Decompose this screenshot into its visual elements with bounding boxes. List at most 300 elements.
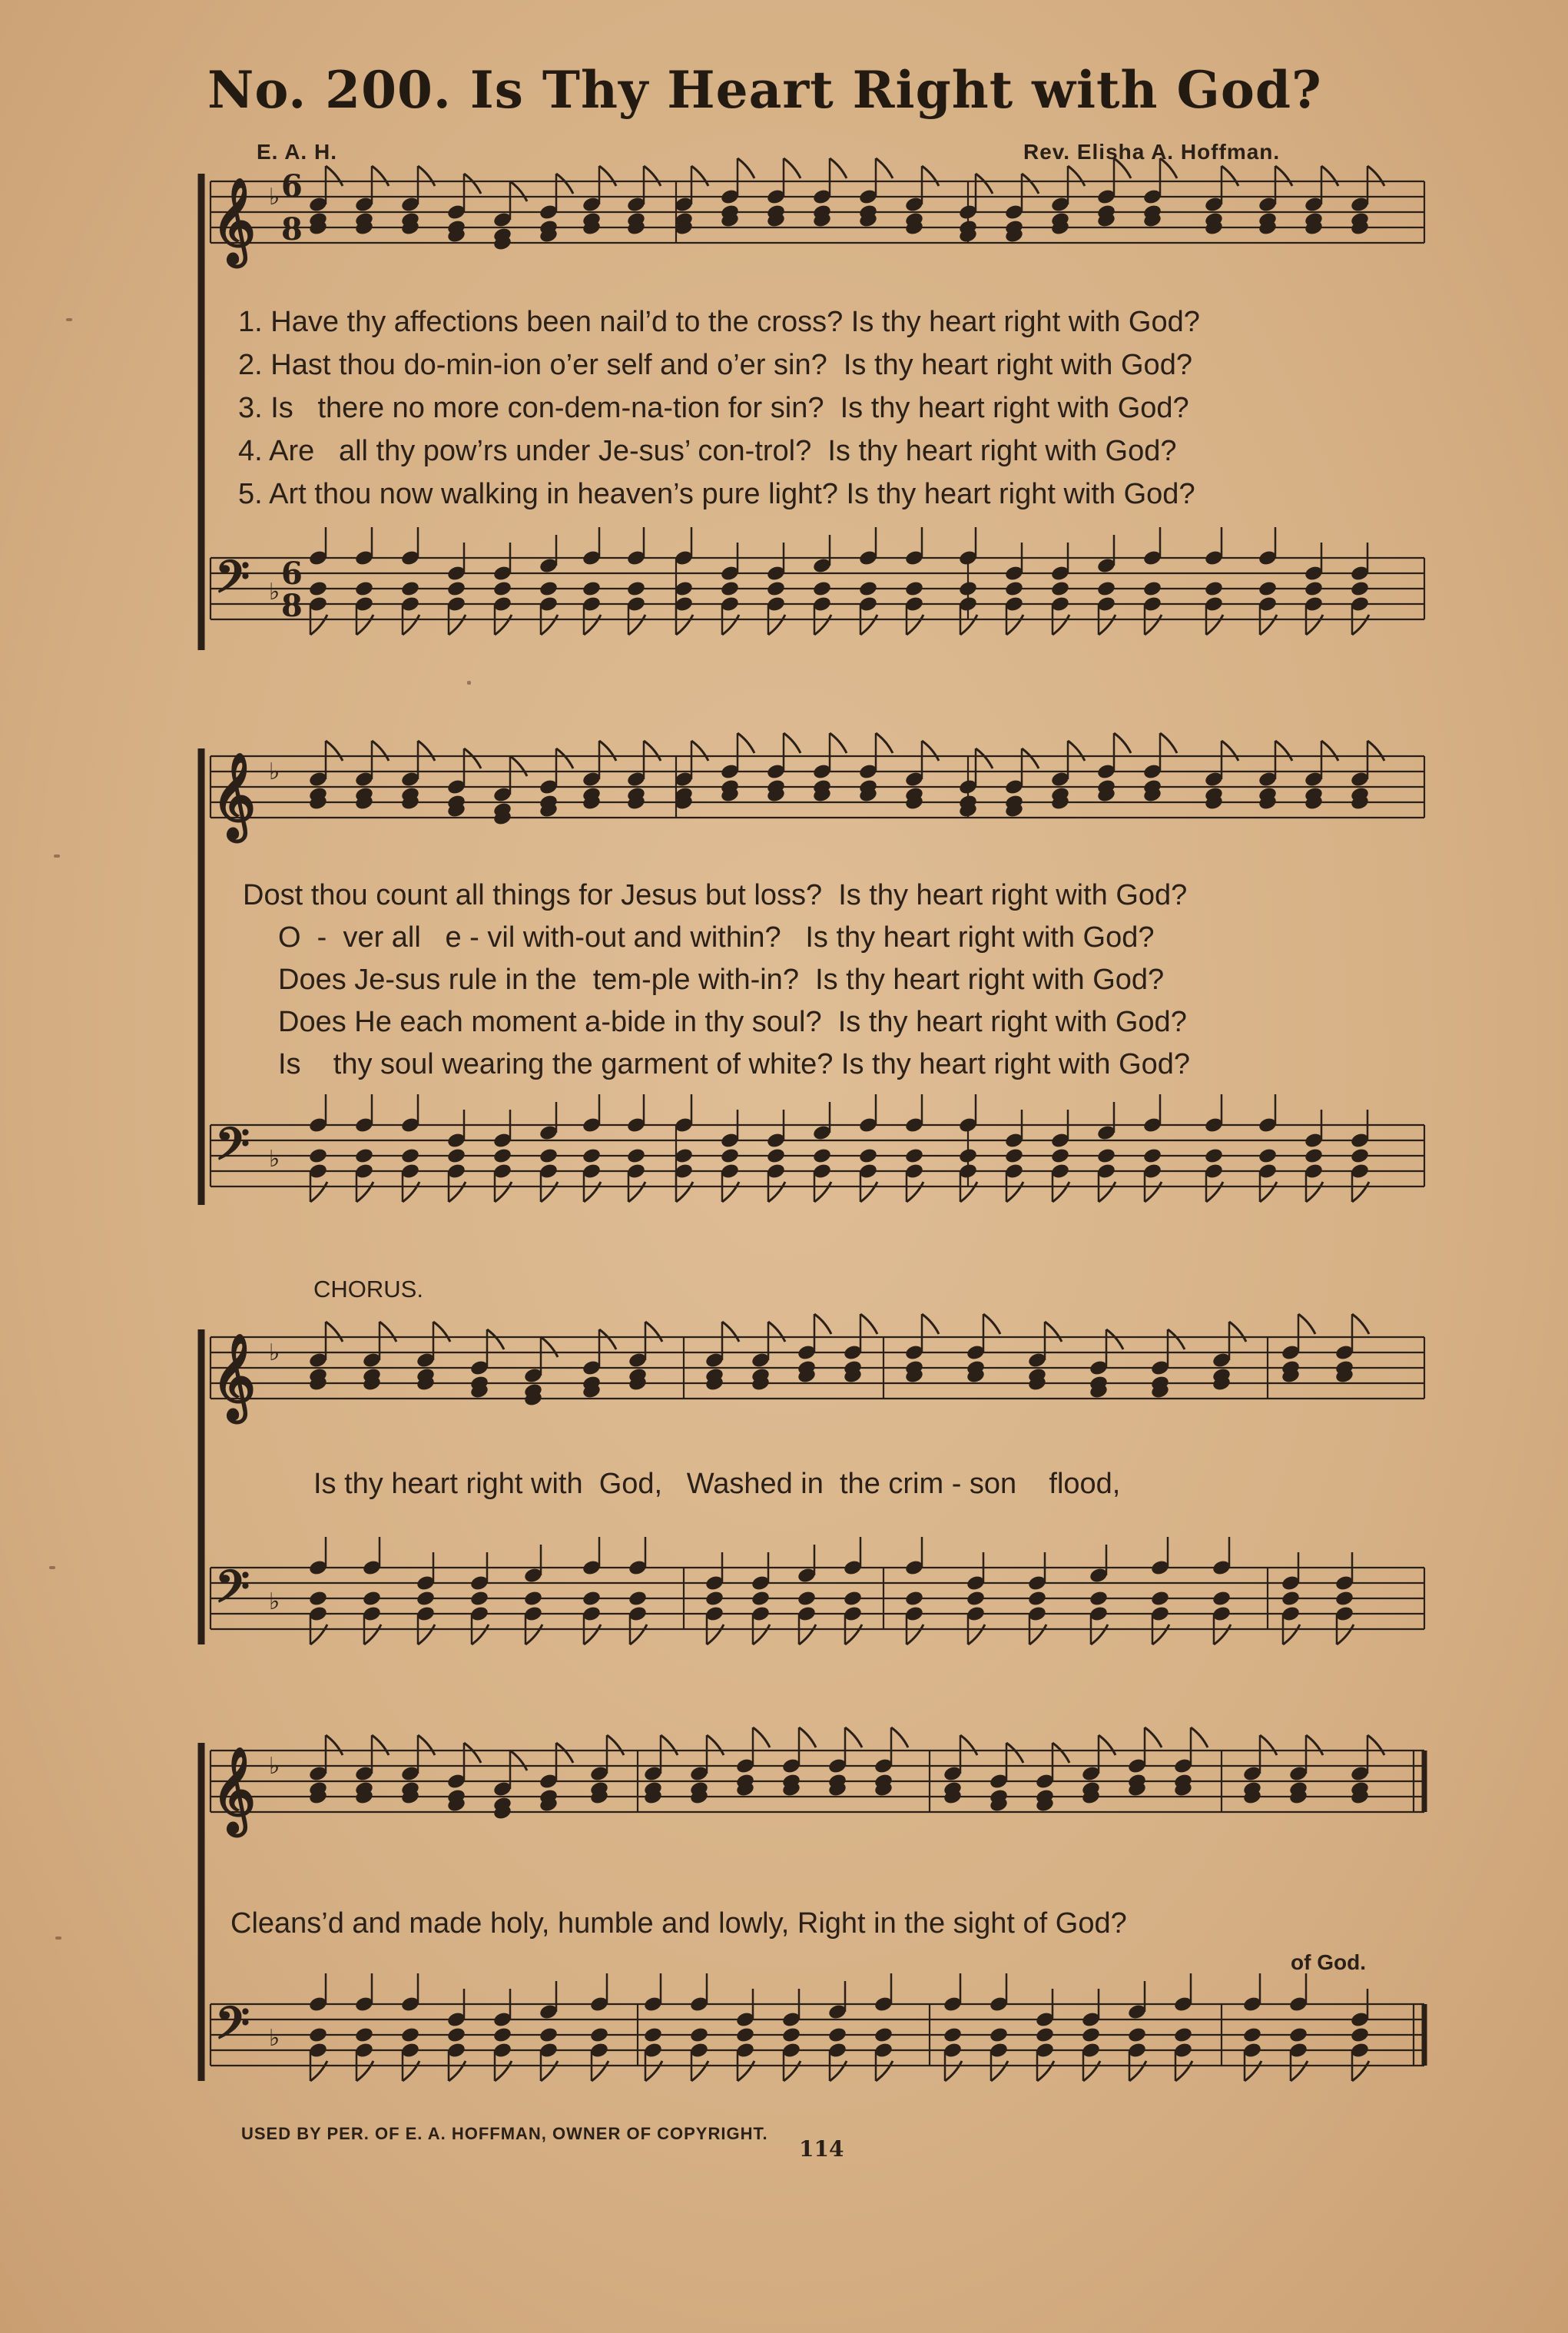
note-flag [1106,1329,1123,1349]
treble-clef-icon: 𝄞 [212,177,256,264]
note-head [1204,1147,1224,1165]
note-flag [1045,1322,1062,1342]
note-head [812,580,832,598]
note-flag [310,615,327,635]
note-flag [922,1314,939,1334]
note-head [1096,1147,1116,1165]
note-head [582,580,602,598]
note-flag [1321,166,1338,186]
note-head [354,1147,374,1165]
note-head [1242,2026,1262,2044]
note-flag [1352,615,1369,635]
note-flag [1068,166,1085,186]
note-flag [1037,2061,1054,2081]
note-flag [541,2061,558,2081]
note-head [1035,2026,1055,2044]
note-flag [1099,1735,1116,1755]
note-flag [599,1329,616,1349]
note-head [1027,1590,1047,1608]
note-flag [753,1727,770,1747]
note-head [1127,2026,1147,2044]
note-flag [768,1322,785,1342]
note-head [720,1147,740,1165]
note-flag [1029,1624,1046,1644]
note-flag [922,166,939,186]
note-head [308,1590,328,1608]
alternate-ending-lyric: of God. [1291,1950,1366,1974]
composer-credit: E. A. H. [257,140,337,164]
note-flag [738,733,754,753]
note-flag [691,741,708,761]
note-flag [1168,1329,1185,1349]
note-flag [1352,1182,1369,1202]
note-head [1081,2026,1101,2044]
note-flag [860,615,877,635]
note-flag [907,1182,923,1202]
note-head [362,1590,382,1608]
note-flag [1275,741,1292,761]
verse-5-line-1: 5. Art thou now walking in heaven’s pure light? Is thy heart right with God? [238,478,1195,510]
chorus-line-2: Cleans’d and made holy, humble and lowly, Right in the sight of God? [230,1907,1127,1940]
note-flag [1214,1624,1231,1644]
note-flag [1321,741,1338,761]
note-flag [556,174,573,194]
note-flag [403,615,419,635]
note-flag [584,615,601,635]
note-flag [814,1182,831,1202]
note-flag [464,174,481,194]
note-head [966,1590,986,1608]
svg-text:♭: ♭ [269,758,280,785]
note-flag [464,1743,481,1763]
verse-5-line-2: Is thy soul wearing the garment of white? Is thy heart right with God? [278,1048,1191,1080]
treble-clef-icon: 𝄞 [212,752,256,838]
note-flag [1352,2061,1369,2081]
note-flag [738,2061,754,2081]
note-flag [495,615,512,635]
note-flag [310,2061,327,2081]
paper-speck [66,318,72,321]
note-flag [1283,1624,1300,1644]
note-flag [510,1751,527,1770]
author-credit: Rev. Elisha A. Hoffman. [1023,140,1281,164]
note-flag [525,1624,542,1644]
note-flag [326,166,343,186]
note-flag [876,158,893,178]
note-flag [661,1735,678,1755]
note-flag [860,1182,877,1202]
note-head [1304,580,1324,598]
note-flag [628,615,645,635]
note-head [400,580,420,598]
note-head [582,1147,602,1165]
verse-1-line-2: Dost thou count all things for Jesus but loss? Is thy heart right with God? [243,879,1188,911]
note-flag [1068,741,1085,761]
note-flag [707,1735,724,1755]
note-flag [326,1735,343,1755]
note-flag [541,615,558,635]
note-head [1350,2026,1370,2044]
treble-notes [308,158,1384,251]
note-head [1204,580,1224,598]
note-flag [1152,1624,1169,1644]
note-flag [830,158,847,178]
note-head [781,2026,801,2044]
note-head [735,2026,755,2044]
note-head [1350,580,1370,598]
note-flag [464,748,481,768]
note-flag [830,733,847,753]
flat-icon: ♭ [269,184,280,211]
note-flag [1099,615,1116,635]
verse-2-line-1: 2. Hast thou do-min-ion o’er self and o’er sin? Is thy heart right with God? [238,349,1192,381]
note-flag [592,2061,608,2081]
note-head [720,580,740,598]
svg-text:6: 6 [281,168,303,204]
note-head [469,1590,489,1608]
verse-1-line-1: 1. Have thy affections been nail’d to the cross? Is thy heart right with God? [238,306,1200,338]
note-flag [1114,733,1131,753]
bass-clef-icon: 𝄢 [215,1560,250,1624]
note-flag [584,1182,601,1202]
note-flag [1337,1624,1354,1644]
note-flag [1129,2061,1146,2081]
note-head [843,1590,863,1608]
note-flag [418,166,435,186]
note-flag [433,1322,450,1342]
note-head [704,1590,724,1608]
note-flag [510,181,527,201]
note-head [354,2026,374,2044]
note-head [812,1147,832,1165]
note-flag [510,756,527,776]
note-flag [1006,615,1023,635]
note-head [904,580,924,598]
note-flag [556,748,573,768]
note-flag [876,733,893,753]
bass-clef-icon: 𝄢 [215,1117,250,1181]
note-head [539,2026,559,2044]
note-head [589,2026,609,2044]
note-flag [1367,741,1384,761]
verse-3-line-2: Does Je-sus rule in the tem-ple with-in? Is thy heart right with God? [278,964,1165,996]
note-head [446,580,466,598]
note-flag [356,1182,373,1202]
note-head [766,580,786,598]
note-flag [722,615,739,635]
note-head [904,1590,924,1608]
note-flag [991,2061,1008,2081]
note-flag [1191,1727,1208,1747]
note-flag [1367,1735,1384,1755]
note-flag [738,158,754,178]
chorus-line-1: Is thy heart right with God, Washed in the crim - son flood, [313,1468,1121,1500]
note-flag [372,166,389,186]
note-head [943,2026,963,2044]
note-flag [976,748,993,768]
note-flag [1260,1735,1277,1755]
note-head [628,1590,648,1608]
note-head [1212,1590,1232,1608]
note-flag [1229,1322,1246,1342]
note-head [874,2026,893,2044]
note-head [492,2026,512,2044]
note-flag [403,2061,419,2081]
copyright-notice: USED BY PER. OF E. A. HOFFMAN, OWNER OF COPYRIGHT. [241,2124,768,2143]
note-flag [1022,748,1039,768]
note-flag [1145,615,1162,635]
note-flag [1206,1182,1223,1202]
note-flag [541,1337,558,1357]
svg-text:6: 6 [281,556,303,592]
note-head [797,1590,817,1608]
treble-clef-icon: 𝄞 [212,1332,256,1419]
note-head [446,2026,466,2044]
page-number: 114 [799,2136,844,2162]
note-flag [1306,1735,1323,1755]
note-flag [599,166,616,186]
paper-speck [54,855,60,858]
note-flag [907,1624,923,1644]
svg-text:8: 8 [281,211,303,247]
note-flag [1053,1743,1069,1763]
note-head [1173,2026,1193,2044]
svg-text:8: 8 [281,588,303,624]
note-flag [722,1182,739,1202]
note-flag [976,174,993,194]
note-head [626,1147,646,1165]
note-flag [753,1624,770,1644]
note-flag [799,1727,816,1747]
note-flag [891,1727,908,1747]
note-flag [768,615,785,635]
note-flag [1053,1182,1069,1202]
note-flag [1306,1182,1323,1202]
note-flag [845,1727,862,1747]
note-head [1004,580,1024,598]
note-head [958,580,978,598]
note-head [523,1590,543,1608]
note-flag [707,1624,724,1644]
note-flag [784,2061,801,2081]
note-head [492,580,512,598]
note-flag [722,1322,739,1342]
note-flag [1006,1182,1023,1202]
note-flag [960,1735,977,1755]
note-flag [310,1182,327,1202]
note-head [626,580,646,598]
note-flag [449,615,466,635]
note-head [1350,1147,1370,1165]
note-flag [556,1743,573,1763]
note-head [1142,580,1162,598]
note-head [400,1147,420,1165]
note-flag [418,1735,435,1755]
note-flag [676,1182,693,1202]
verse-3-line-1: 3. Is there no more con-dem-na-tion for sin? Is thy heart right with God? [238,392,1189,424]
bass-clef-icon: 𝄢 [215,1996,250,2060]
note-flag [691,2061,708,2081]
note-flag [372,1735,389,1755]
note-flag [1083,2061,1100,2081]
note-flag [1367,166,1384,186]
treble-clef-icon: 𝄞 [212,1746,256,1833]
note-flag [584,1624,601,1644]
note-head [354,580,374,598]
chorus-label: CHORUS. [313,1276,423,1303]
note-flag [768,1182,785,1202]
note-head [1334,1590,1354,1608]
note-flag [814,615,831,635]
note-head [958,1147,978,1165]
note-flag [599,741,616,761]
note-head [1004,1147,1024,1165]
note-head [1050,1147,1070,1165]
note-flag [1053,615,1069,635]
note-head [827,2026,847,2044]
note-flag [356,615,373,635]
note-flag [1145,1727,1162,1747]
note-head [751,1590,771,1608]
verse-4-line-2: Does He each moment a-bide in thy soul? Is thy heart right with God? [278,1006,1187,1038]
note-flag [628,1182,645,1202]
note-head [1150,1590,1170,1608]
note-flag [495,1182,512,1202]
svg-text:♭: ♭ [269,1753,280,1780]
note-flag [380,1322,396,1342]
svg-text:♭: ♭ [269,1339,280,1366]
svg-text:♭: ♭ [269,2025,280,2052]
note-flag [1022,174,1039,194]
note-flag [418,741,435,761]
verse-2-line-2: O - ver all e - vil with-out and within? Is thy heart right with God? [278,921,1155,954]
note-flag [784,733,801,753]
note-flag [968,1624,985,1644]
note-head [689,2026,709,2044]
note-head [539,1147,559,1165]
note-flag [1260,1182,1277,1202]
note-flag [372,741,389,761]
note-head [308,2026,328,2044]
note-flag [830,2061,847,2081]
note-flag [1175,2061,1192,2081]
note-flag [799,1624,816,1644]
note-flag [645,1322,662,1342]
note-head [446,1147,466,1165]
note-flag [876,2061,893,2081]
note-flag [983,1314,1000,1334]
note-head [858,1147,878,1165]
note-flag [907,615,923,635]
note-head [1288,2026,1308,2044]
note-flag [845,1624,862,1644]
verse-4-line-1: 4. Are all thy pow’rs under Je-sus’ con-trol? Is thy heart right with God? [238,435,1177,467]
note-flag [1099,1182,1116,1202]
paper-speck [49,1566,55,1569]
note-flag [1206,615,1223,635]
note-flag [676,615,693,635]
note-flag [644,166,661,186]
note-head [308,580,328,598]
bass-clef-icon: 𝄢 [215,550,250,614]
note-flag [1291,2061,1308,2081]
note-flag [487,1329,504,1349]
note-flag [644,741,661,761]
paper-speck [467,681,471,685]
note-head [582,1590,602,1608]
note-flag [541,1182,558,1202]
note-flag [449,2061,466,2081]
note-flag [630,1624,647,1644]
note-head [1089,1590,1109,1608]
note-flag [1091,1624,1108,1644]
note-flag [1352,1314,1369,1334]
note-flag [1222,166,1238,186]
note-flag [364,1624,381,1644]
note-flag [1006,1743,1023,1763]
note-flag [784,158,801,178]
note-flag [418,1624,435,1644]
note-flag [495,2061,512,2081]
paper-speck [55,1936,61,1940]
note-head [1304,1147,1324,1165]
note-flag [403,1182,419,1202]
note-head [766,1147,786,1165]
note-flag [310,1624,327,1644]
note-flag [1260,615,1277,635]
note-flag [326,1322,343,1342]
svg-text:♭: ♭ [269,1588,280,1615]
note-head [539,580,559,598]
note-flag [1275,166,1292,186]
note-flag [356,2061,373,2081]
note-flag [691,166,708,186]
note-flag [1222,741,1238,761]
note-head [1281,1590,1301,1608]
note-head [1050,580,1070,598]
note-flag [1298,1314,1315,1334]
note-flag [945,2061,962,2081]
svg-text:♭: ♭ [269,1146,280,1173]
note-flag [472,1624,489,1644]
note-flag [607,1735,624,1755]
note-head [1258,580,1278,598]
note-flag [860,1314,877,1334]
note-flag [326,741,343,761]
note-head [904,1147,924,1165]
note-head [1142,1147,1162,1165]
svg-text:♭: ♭ [269,579,280,606]
note-flag [1145,1182,1162,1202]
note-flag [449,1182,466,1202]
note-head [989,2026,1009,2044]
note-flag [1306,615,1323,635]
note-flag [814,1314,831,1334]
note-head [1096,580,1116,598]
note-head [1258,1147,1278,1165]
note-head [308,1147,328,1165]
note-head [858,580,878,598]
note-head [492,1147,512,1165]
note-head [416,1590,436,1608]
note-flag [1245,2061,1261,2081]
note-flag [645,2061,662,2081]
note-flag [922,741,939,761]
hymn-title: No. 200. Is Thy Heart Right with God? [207,60,1322,120]
note-head [400,2026,420,2044]
note-head [643,2026,663,2044]
note-flag [1160,733,1177,753]
